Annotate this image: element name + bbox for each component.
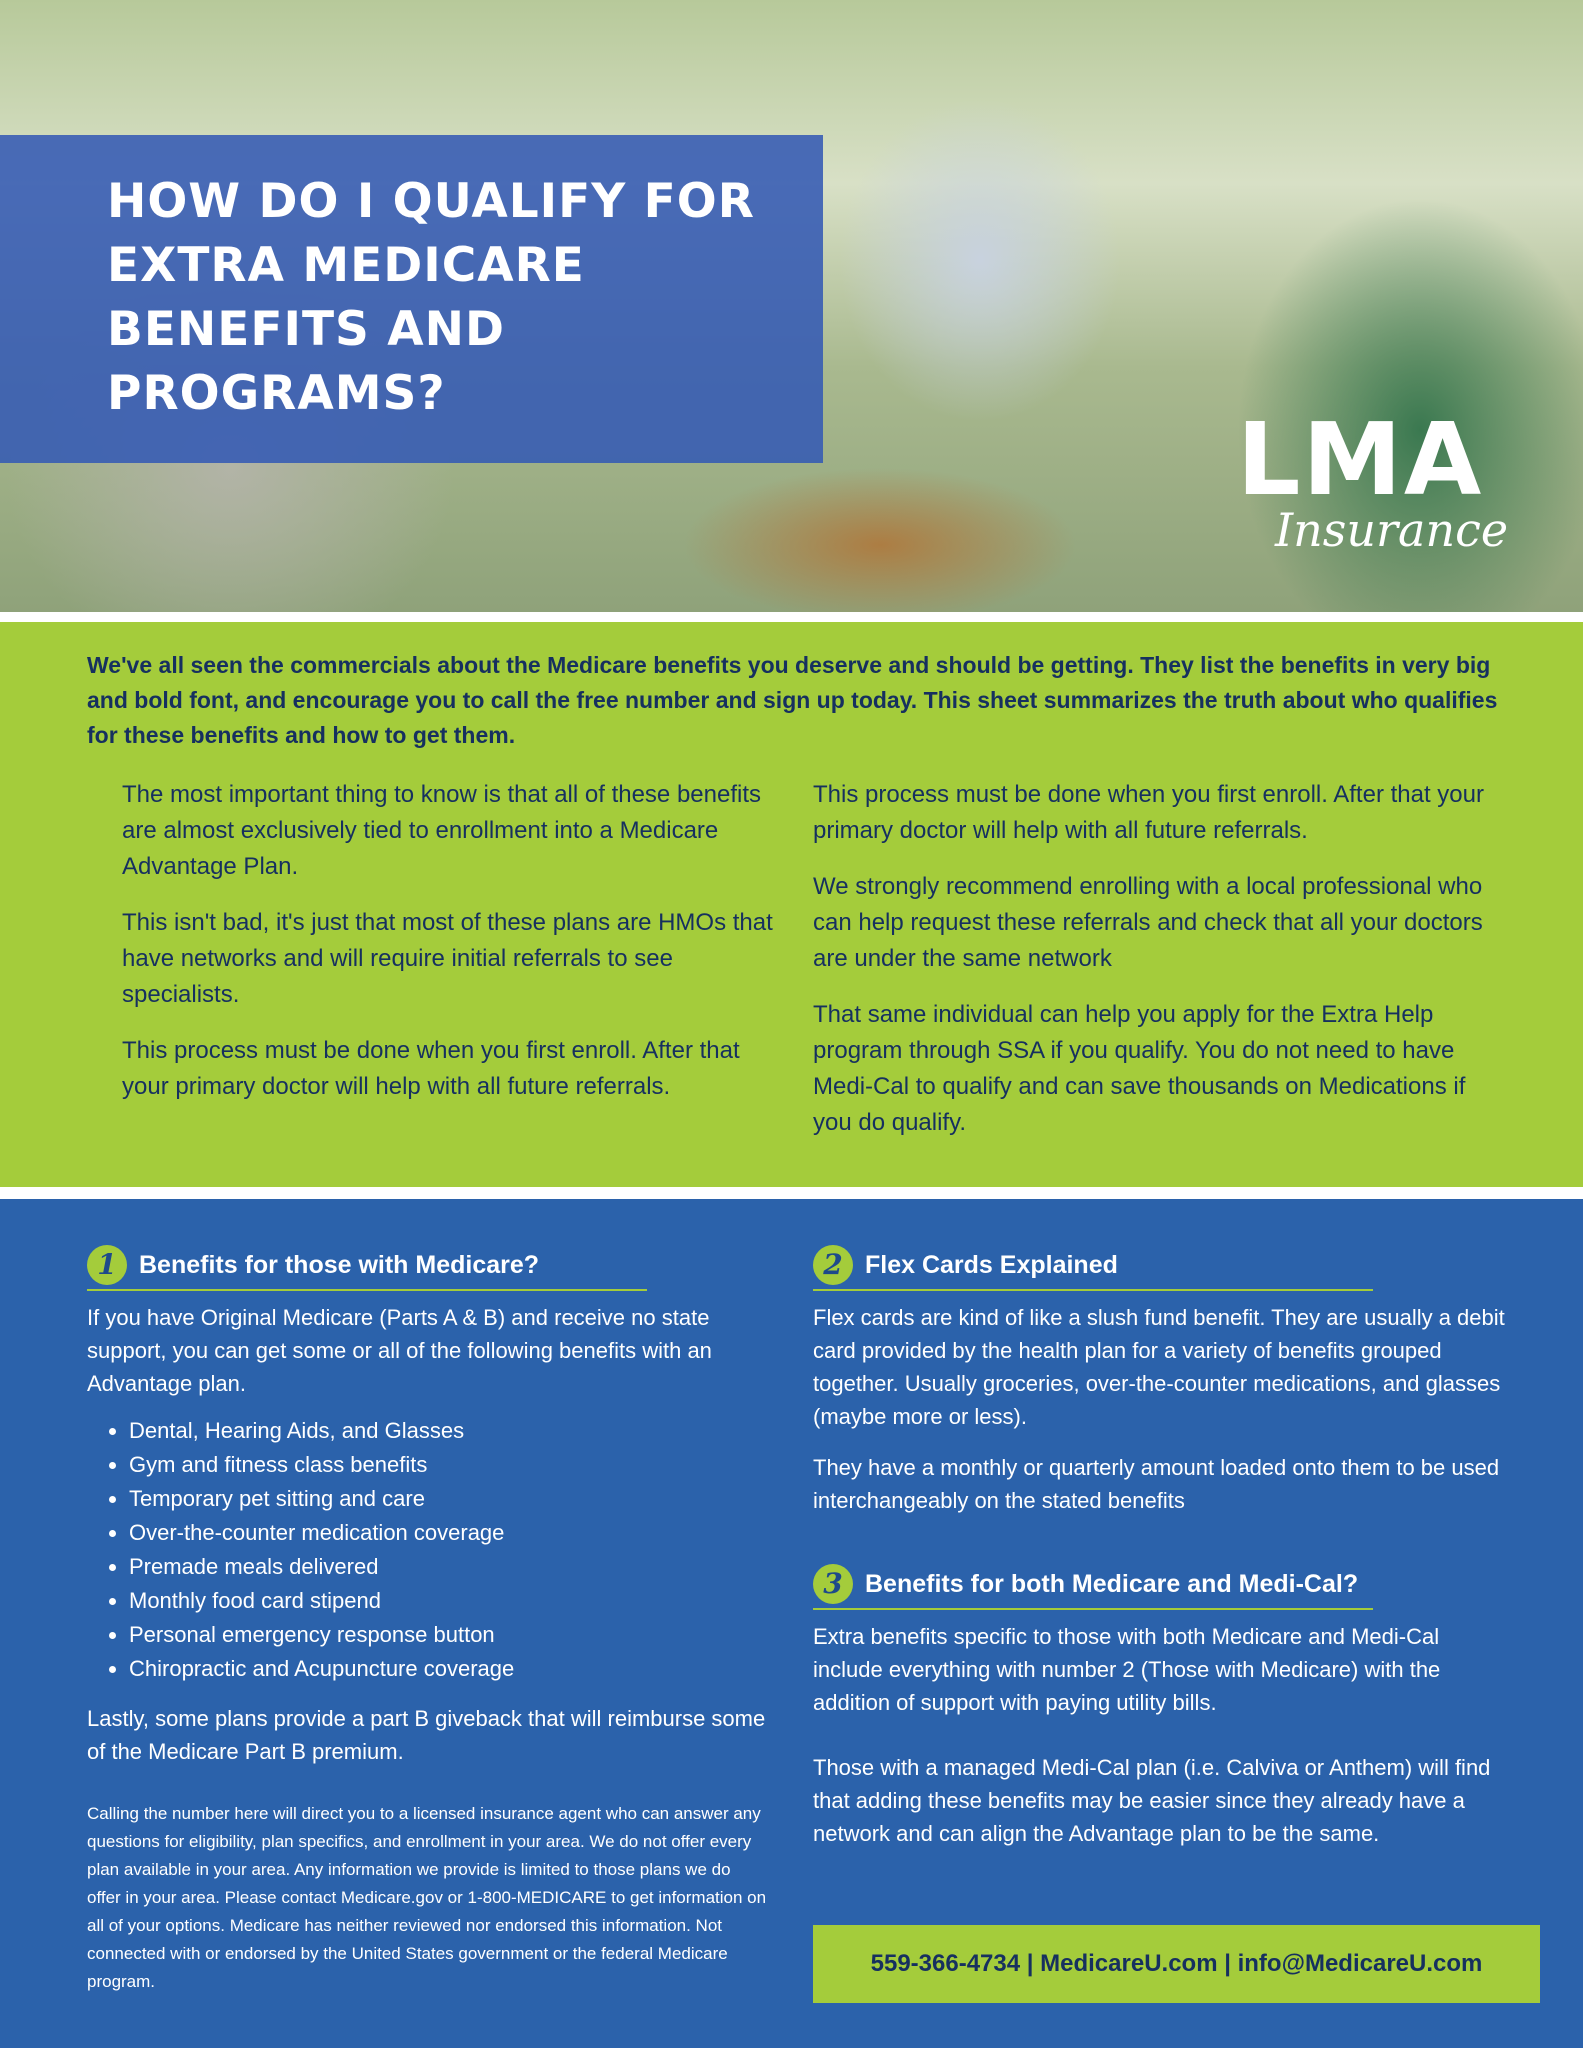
section-heading: [87, 1243, 647, 1291]
intro-text: We've all seen the commercials about the Medicare benefits you deserve and should be getting. They list the benefits in very big and bold font, and encourage you to call the free number and sign up today. This sheet summarizes the truth about who qualifies for these benefits and how to get them.: [87, 652, 1498, 748]
list-item: • Personal emergency response button: [129, 1618, 767, 1652]
paragraph: They have a monthly or quarterly amount loaded onto them to be used interchangeably on the stated benefits: [813, 1455, 1500, 1513]
paragraph: Those with a managed Medi-Cal plan (i.e. Calviva or Anthem) will find that adding these benefits may be easier since they already have a network and can align the Advantage plan to be the same.: [813, 1755, 1491, 1846]
logo-script: Insurance: [1275, 503, 1509, 557]
list-item: • Monthly food card stipend: [129, 1584, 767, 1618]
section-title: Flex Cards Explained: [865, 1251, 1118, 1279]
intro-section: [0, 622, 1583, 1187]
section-closing: Lastly, some plans provide a part B giveback that will reimburse some of the Medicare Part B premium.: [87, 1706, 766, 1764]
number-badge: 2: [813, 1245, 853, 1285]
section-medicare-benefits: [87, 1243, 767, 1768]
intro-right-column: [813, 777, 1503, 1161]
divider: [0, 612, 1583, 622]
number-badge: 1: [87, 1245, 127, 1285]
paragraph: This process must be done when you first enroll. After that your primary doctor will help with all future referrals.: [813, 781, 1484, 844]
benefits-list: [87, 1414, 767, 1686]
divider: [0, 1187, 1583, 1199]
list-item: • Gym and fitness class benefits: [129, 1448, 767, 1482]
section-title: Benefits for those with Medicare?: [139, 1251, 540, 1279]
intro-left-column: [122, 777, 782, 1125]
lma-insurance-logo: [1220, 401, 1560, 575]
paragraph: Flex cards are kind of like a slush fund benefit. They are usually a debit card provided by the health plan for a variety of benefits grouped together. Usually groceries, over-the-counter medications, and glasses (maybe more or less).: [813, 1305, 1505, 1429]
paragraph: That same individual can help you apply for the Extra Help program through SSA if you qualify. You do not need to have Medi-Cal to qualify and can save thousands on Medications if you do qualify.: [813, 1001, 1466, 1136]
list-item: • Over-the-counter medication coverage: [129, 1516, 767, 1550]
section-heading: [813, 1243, 1373, 1291]
disclaimer: Calling the number here will direct you to a licensed insurance agent who can answer any questions for eligibility, plan specifics, and enrollment in your area. We do not offer every plan available in your area. Any information we provide is limited to those plans we do offer in your area. Please contact Medicare.gov or 1-800-MEDICARE to get information on all of your options. Medicare has neither reviewed nor endorsed this information. Not connected with or endorsed by the United States government or the federal Medicare program.: [87, 1804, 767, 1991]
paragraph: Extra benefits specific to those with both Medicare and Medi-Cal include everything with number 2 (Those with Medicare) with the addition of support with paying utility bills.: [813, 1624, 1441, 1715]
contact-bar: 559-366-4734 | MedicareU.com | info@MedicareU.com: [813, 1925, 1540, 2003]
list-item: • Premade meals delivered: [129, 1550, 767, 1584]
section-medi-cal-benefits: [813, 1562, 1513, 1850]
list-item: • Dental, Hearing Aids, and Glasses: [129, 1414, 767, 1448]
section-intro: If you have Original Medicare (Parts A & B) and receive no state support, you can get some or all of the following benefits with an Advantage plan.: [87, 1305, 712, 1396]
page-title: HOW DO I QUALIFY FOR EXTRA MEDICARE BENEFITS AND PROGRAMS?: [107, 174, 755, 421]
logo-wordmark: LMA: [1236, 401, 1484, 518]
list-item: • Temporary pet sitting and care: [129, 1482, 767, 1516]
paragraph: This isn't bad, it's just that most of these plans are HMOs that have networks and will require initial referrals to see specialists.: [122, 909, 773, 1008]
list-item: • Chiropractic and Acupuncture coverage: [129, 1652, 767, 1686]
section-heading: [813, 1562, 1373, 1610]
number-badge: 3: [813, 1564, 853, 1604]
hero-photo: [0, 0, 1583, 612]
section-flex-cards: [813, 1243, 1513, 1517]
paragraph: This process must be done when you first enroll. After that your primary doctor will help with all future referrals.: [122, 1037, 740, 1100]
benefits-section: [0, 1199, 1583, 2048]
paragraph: The most important thing to know is that all of these benefits are almost exclusively tied to enrollment into a Medicare Advantage Plan.: [122, 781, 761, 880]
section-title: Benefits for both Medicare and Medi-Cal?: [865, 1570, 1359, 1598]
paragraph: We strongly recommend enrolling with a local professional who can help request these referrals and check that all your doctors are under the same network: [813, 873, 1483, 972]
